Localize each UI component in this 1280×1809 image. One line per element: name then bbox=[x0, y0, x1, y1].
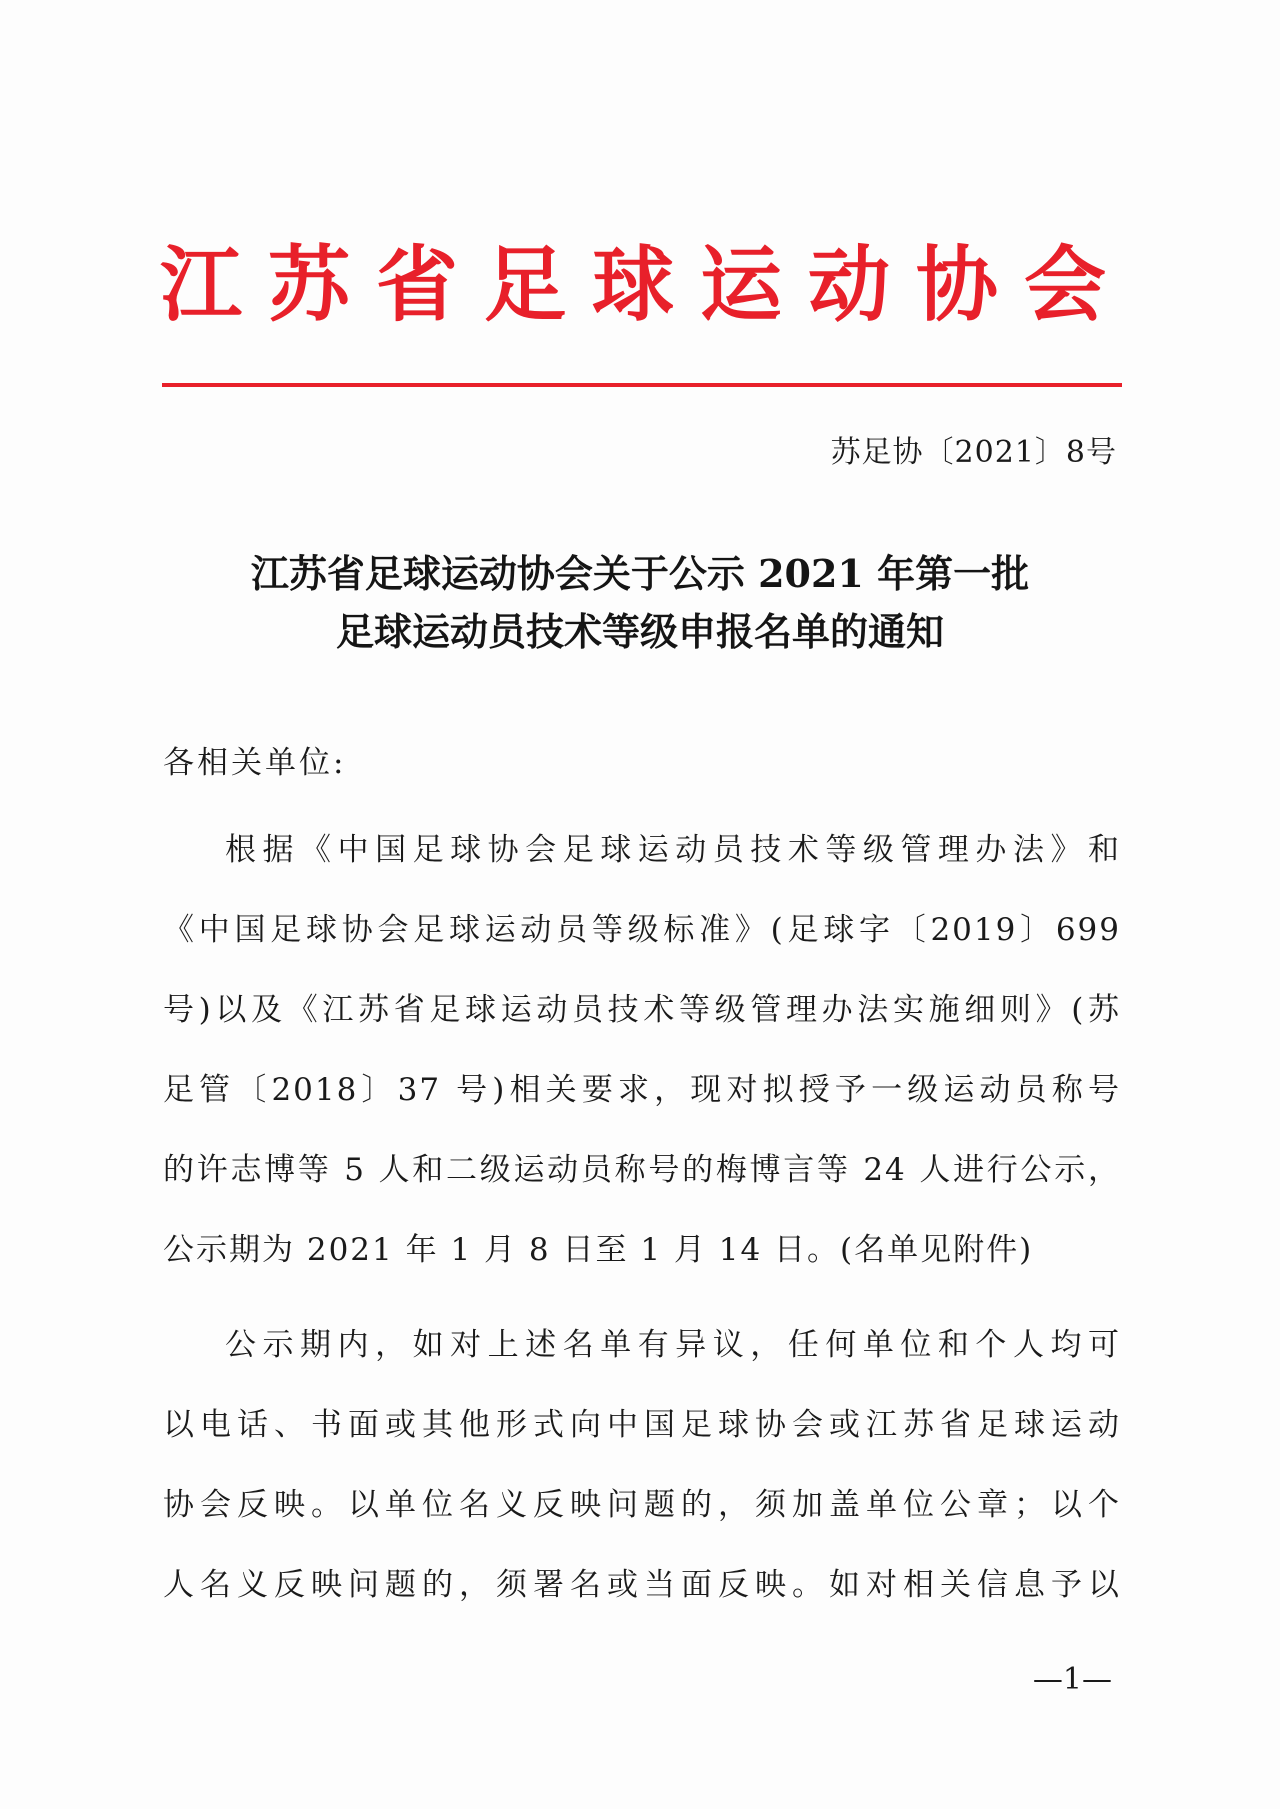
paragraph-2 bbox=[163, 1325, 1121, 1645]
paragraph-line: 《中国足球协会足球运动员等级标准》(足球字〔2019〕699 bbox=[163, 912, 1121, 948]
paragraph-line: 公示期为 2021 年 1 月 8 日至 1 月 14 日。(名单见附件) bbox=[163, 1232, 1034, 1268]
notice-title-line-2: 足球运动员技术等级申报名单的通知 bbox=[335, 609, 944, 654]
paragraph-line: 人名义反映问题的，须署名或当面反映。如对相关信息予以 bbox=[163, 1567, 1121, 1603]
notice-title-line-1: 江苏省足球运动协会关于公示 2021 年第一批 bbox=[250, 551, 1030, 596]
page-number: —1— bbox=[1032, 1662, 1112, 1697]
paragraph-line: 协会反映。以单位名义反映问题的，须加盖单位公章；以个 bbox=[163, 1487, 1121, 1523]
red-divider-line bbox=[162, 383, 1122, 387]
notice-title bbox=[160, 545, 1120, 661]
document-number: 苏足协〔2021〕8号 bbox=[830, 435, 1117, 470]
paragraph-line: 公示期内，如对上述名单有异议，任何单位和个人均可 bbox=[225, 1327, 1121, 1363]
organization-header-title: 江苏省足球运动协会 bbox=[160, 237, 1133, 333]
salutation: 各相关单位: bbox=[163, 745, 347, 781]
paragraph-line: 根据《中国足球协会足球运动员技术等级管理办法》和 bbox=[225, 832, 1121, 868]
paragraph-line: 以电话、书面或其他形式向中国足球协会或江苏省足球运动 bbox=[163, 1407, 1121, 1443]
paragraph-line: 的许志博等 5 人和二级运动员称号的梅博言等 24 人进行公示， bbox=[163, 1152, 1121, 1188]
paragraph-1 bbox=[163, 830, 1121, 1310]
paragraph-line: 足管〔2018〕37 号)相关要求，现对拟授予一级运动员称号 bbox=[163, 1072, 1121, 1108]
paragraph-line: 号)以及《江苏省足球运动员技术等级管理办法实施细则》(苏 bbox=[163, 992, 1121, 1028]
